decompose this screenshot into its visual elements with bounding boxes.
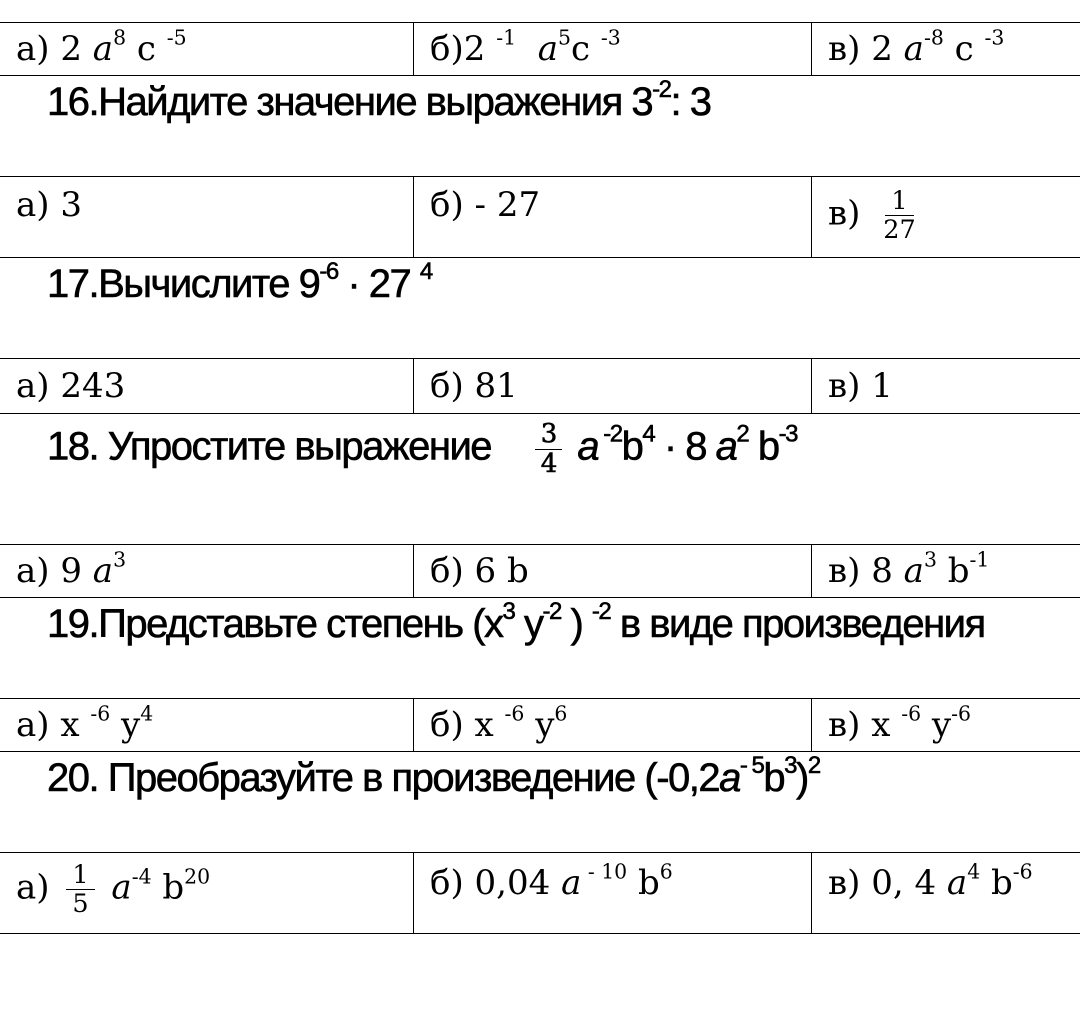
- answer-row-16: [0, 176, 1080, 258]
- fraction: $\frac{1}{27}$: [883, 186, 916, 246]
- answer-option-b: б) x $^{-6}$ $y^6$: [414, 699, 812, 751]
- answer-option-c: в) 1: [828, 366, 893, 406]
- answer-option-b: б) - 27: [414, 177, 812, 257]
- answer-option-c: в) 0, 4 $a^4$ $b^{-6}$: [828, 859, 1033, 903]
- question-20: 20. Преобразуйте в произведение $(-0,2a^{- 5}b^3)^2$: [47, 752, 820, 800]
- answer-option-a: а) 3: [0, 177, 414, 257]
- answer-row-18: [0, 544, 1080, 598]
- answer-option-a: а) 243: [0, 359, 414, 413]
- answer-option-c: в) $\frac{1}{27}$: [812, 177, 1080, 257]
- answer-option-c: в) 2 $a^{-8}$ c $^{-3}$: [828, 25, 1005, 69]
- answer-option-b: б) 0,04 a $^{- 10}$ $b^6$: [414, 853, 812, 933]
- fraction: $\frac{1}{5}$: [66, 861, 94, 918]
- answer-option-a: а) 9 $a^3$: [0, 545, 414, 597]
- answer-option-a: а) 2 $a^8$ c $^{-5}$: [0, 23, 414, 75]
- question-17: 17.Вычислите $9^{-6} \cdot 27$ $^4$: [47, 258, 432, 306]
- answer-option-b: б) 6 b: [414, 545, 812, 597]
- fraction: $\frac{3}{4}$: [535, 420, 562, 478]
- answer-row-19: [0, 698, 1080, 752]
- answer-option-a: а) x $^{-6}$ $y^4$: [0, 699, 414, 751]
- answer-row-15: [0, 22, 1080, 76]
- question-18: 18. Упростите выражение $\frac{3}{4}$ a $^{-2}b^4 \cdot 8$ $a^2$ $b^{-3}$: [47, 419, 797, 479]
- answer-option-c: в) x $^{-6}$ $y^{-6}$: [828, 701, 971, 745]
- answer-option-c: в) 8 $a^3$ $b^{-1}$: [828, 547, 990, 591]
- answer-option-a: а) $\frac{1}{5}$ $a^{-4}$ $b^{20}$: [0, 853, 414, 933]
- question-16: 16.Найдите значение выражения $3^{-2}$: 3: [47, 76, 711, 124]
- answer-row-20: [0, 852, 1080, 934]
- answer-option-b: б)2 $^{-1}$ $a^5c$ $^{-3}$: [414, 23, 812, 75]
- question-19: 19.Представьте степень ($x^3$ $y^{-2}$ ) $^{-2}$ в виде произведения: [47, 598, 985, 646]
- answer-row-17: [0, 358, 1080, 414]
- answer-option-b: б) 81: [414, 359, 812, 413]
